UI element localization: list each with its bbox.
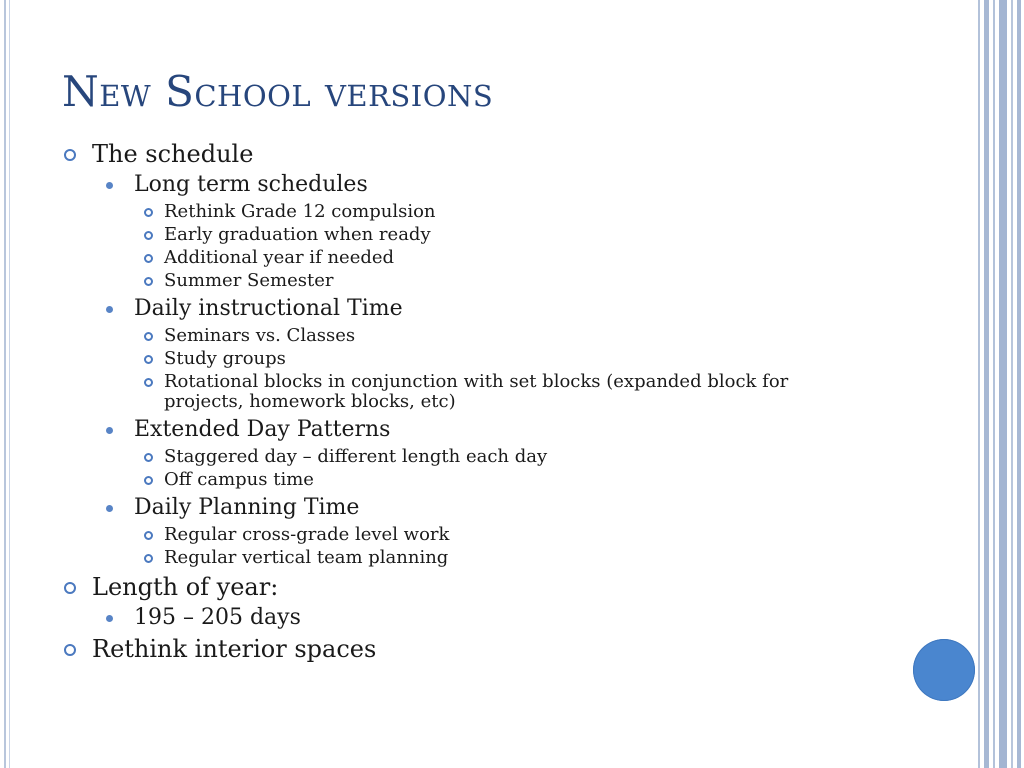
bullet-level2-text: Extended Day Patterns	[134, 417, 391, 442]
frame-line-right-4	[999, 0, 1007, 768]
frame-line-right-3	[993, 0, 995, 768]
bullet-level2	[62, 493, 862, 523]
bullet-level3-text: Regular vertical team planning	[164, 547, 449, 568]
ring-bullet-icon	[64, 644, 76, 656]
bullet-level3	[62, 548, 862, 568]
ring-bullet-small-icon	[144, 453, 153, 462]
ring-bullet-small-icon	[144, 378, 153, 387]
dot-bullet-icon	[106, 182, 113, 189]
bullet-level3-text: Regular cross-grade level work	[164, 524, 450, 545]
bullet-level1	[62, 633, 862, 665]
bullet-level3	[62, 225, 862, 245]
bullet-level3	[62, 372, 862, 412]
ring-bullet-small-icon	[144, 476, 153, 485]
ring-bullet-small-icon	[144, 531, 153, 540]
bullet-level3	[62, 525, 862, 545]
bullet-level3-text: Rotational blocks in conjunction with set blocks (expanded block for projects, homework blocks, etc)	[164, 371, 789, 412]
bullet-level1-text: The schedule	[92, 140, 254, 168]
ring-bullet-small-icon	[144, 332, 153, 341]
ring-bullet-small-icon	[144, 355, 153, 364]
dot-bullet-icon	[106, 427, 113, 434]
ring-bullet-icon	[64, 149, 76, 161]
bullet-level1	[62, 571, 862, 603]
bullet-level2-text: Long term schedules	[134, 172, 368, 197]
ring-bullet-small-icon	[144, 277, 153, 286]
bullet-level3	[62, 202, 862, 222]
bullet-level3-text: Off campus time	[164, 469, 314, 490]
ring-bullet-icon	[64, 582, 76, 594]
dot-bullet-icon	[106, 505, 113, 512]
bullet-level3	[62, 248, 862, 268]
bullet-level3-text: Additional year if needed	[164, 247, 395, 268]
dot-bullet-icon	[106, 306, 113, 313]
bullet-list	[62, 138, 862, 665]
bullet-level3-text: Rethink Grade 12 compulsion	[164, 201, 436, 222]
frame-line-right-6	[1017, 0, 1021, 768]
bullet-level3-text: Study groups	[164, 348, 286, 369]
frame-line-right-1	[978, 0, 980, 768]
bullet-level3-text: Early graduation when ready	[164, 224, 431, 245]
frame-line-right-2	[984, 0, 989, 768]
frame-line-left	[4, 0, 6, 768]
bullet-level1-text: Rethink interior spaces	[92, 635, 377, 663]
bullet-level2	[62, 170, 862, 200]
ring-bullet-small-icon	[144, 254, 153, 263]
slide-title: New School versions	[62, 67, 494, 116]
bullet-level1	[62, 138, 862, 170]
ring-bullet-small-icon	[144, 554, 153, 563]
ring-bullet-small-icon	[144, 208, 153, 217]
bullet-level3	[62, 349, 862, 369]
bullet-level3-text: Seminars vs. Classes	[164, 325, 356, 346]
bullet-level2-text: Daily instructional Time	[134, 296, 403, 321]
bullet-level2	[62, 603, 862, 633]
bullet-level3-text: Staggered day – different length each day	[164, 446, 548, 467]
bullet-level3	[62, 447, 862, 467]
decorative-circle	[913, 639, 975, 701]
ring-bullet-small-icon	[144, 231, 153, 240]
bullet-level2-text: Daily Planning Time	[134, 495, 360, 520]
bullet-level1-text: Length of year:	[92, 573, 279, 601]
bullet-level2	[62, 415, 862, 445]
bullet-level2-text: 195 – 205 days	[134, 605, 301, 630]
dot-bullet-icon	[106, 615, 113, 622]
frame-line-left-inner	[9, 0, 10, 768]
bullet-level3	[62, 470, 862, 490]
bullet-level3-text: Summer Semester	[164, 270, 334, 291]
bullet-level3	[62, 326, 862, 346]
frame-line-right-5	[1011, 0, 1013, 768]
bullet-level2	[62, 294, 862, 324]
bullet-level3	[62, 271, 862, 291]
